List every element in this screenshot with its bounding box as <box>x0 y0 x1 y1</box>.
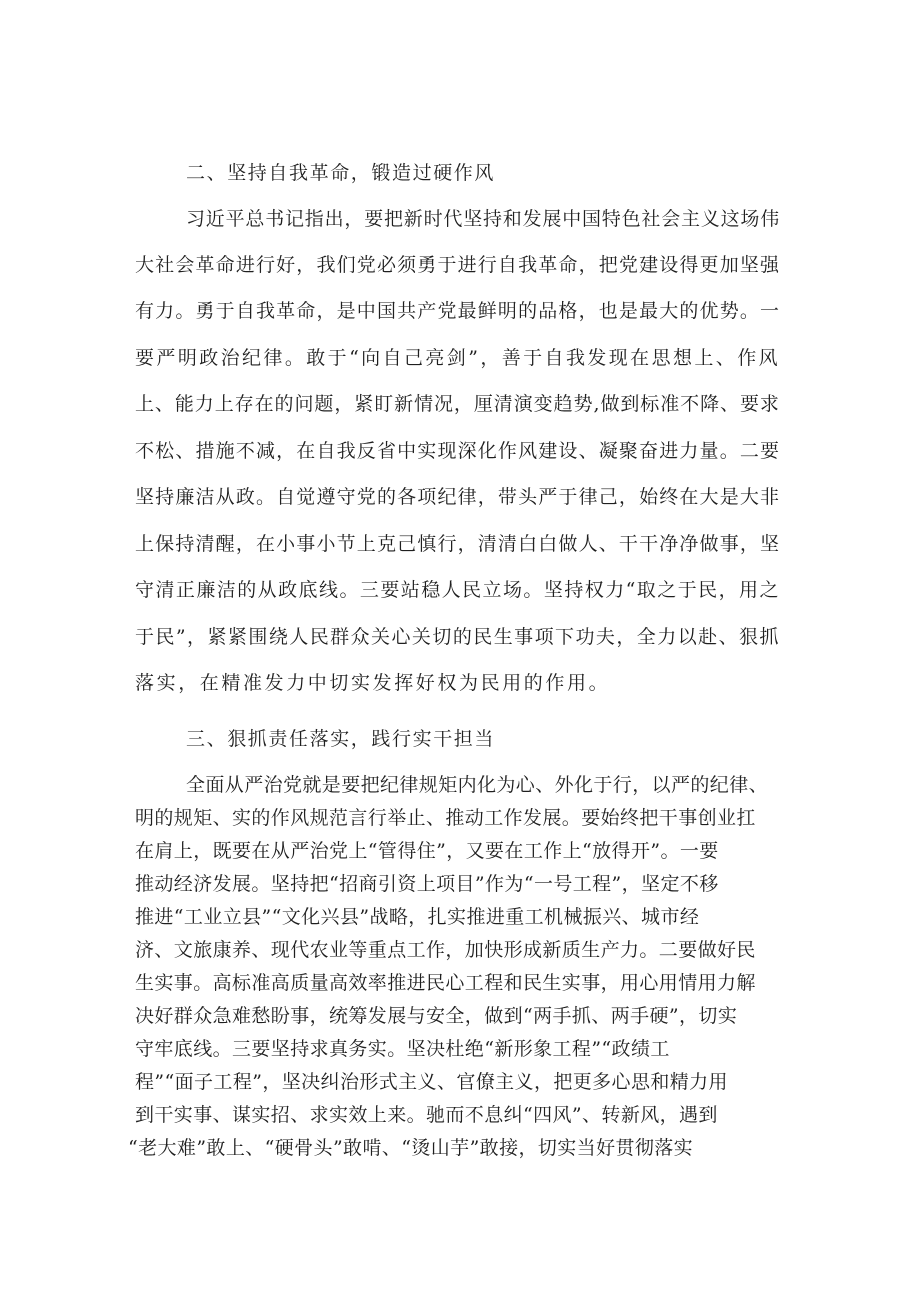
paragraph-line: 大社会革命进行好，我们党必须勇于进行自我革命，把党建设得更加坚强 <box>135 254 781 276</box>
paragraph-line: 不松、措施不减，在自我反省中实现深化作风建设、凝聚奋进力量。二要 <box>135 440 781 462</box>
paragraph-line: 决好群众急难愁盼事，统筹发展与安全，做到“两手抓、两手硬”，切实 <box>135 1005 738 1027</box>
paragraph-line: 推进“工业立县”“文化兴县”战略，扎实推进重工机械振兴、城市经 <box>135 906 700 928</box>
paragraph-line: 有力。勇于自我革命，是中国共产党最鲜明的品格，也是最大的优势。一 <box>135 300 781 322</box>
paragraph-line: 上、能力上存在的问题，紧盯新情况，厘清演变趋势,做到标准不降、要求 <box>135 393 780 415</box>
paragraph-line: 全面从严治党就是要把纪律规矩内化为心、外化于行，以严的纪律、 <box>186 774 769 796</box>
paragraph-line: 程”“面子工程”，坚决纠治形式主义、官僚主义，把更多心思和精力用 <box>135 1071 728 1093</box>
paragraph-line: 守清正廉洁的从政底线。三要站稳人民立场。坚持权力“取之于民，用之 <box>135 579 780 601</box>
paragraph-line: 习近平总书记指出，要把新时代坚持和发展中国特色社会主义这场伟 <box>186 208 781 230</box>
paragraph-line: 生实事。高标准高质量高效率推进民心工程和民生实事，用心用情用力解 <box>135 972 756 994</box>
paragraph-line: 推动经济发展。坚持把“招商引资上项目”作为“一号工程”，坚定不移 <box>135 873 719 895</box>
paragraph-line: 上保持清醒，在小事小节上克己慎行，清清白白做人、干干净净做事，坚 <box>135 533 781 555</box>
paragraph-line: 在肩上，既要在从严治党上“管得住”，又要在工作上“放得开”。一要 <box>135 840 719 862</box>
paragraph-line: 到干实事、谋实招、求实效上来。驰而不息纠“四风”、转新风，遇到 <box>135 1104 718 1126</box>
paragraph-line: 落实，在精准发力中切实发挥好权为民用的作用。 <box>135 672 611 694</box>
paragraph-line: 要严明政治纪律。敢于“向自己亮剑”，善于自我发现在思想上、作风 <box>135 347 781 369</box>
section-heading-3: 三、狠抓责任落实，践行实干担当 <box>186 728 496 750</box>
paragraph-line: 守牢底线。三要坚持求真务实。坚决杜绝“新形象工程”“政绩工 <box>135 1038 670 1060</box>
paragraph-line: “老大难”敢上、“硬骨头”敢啃、“烫山芋”敢接，切实当好贯彻落实 <box>128 1137 694 1159</box>
paragraph-line: 于民”，紧紧围绕人民群众关心关切的民生事项下功夫，全力以赴、狠抓 <box>135 626 780 648</box>
paragraph-line: 坚持廉洁从政。自觉遵守党的各项纪律，带头严于律己，始终在大是大非 <box>135 486 781 508</box>
section-heading-2: 二、坚持自我革命，锻造过硬作风 <box>186 162 496 184</box>
paragraph-line: 济、文旅康养、现代农业等重点工作，加快形成新质生产力。二要做好民 <box>135 939 756 961</box>
paragraph-line: 明的规矩、实的作风规范言行举止、推动工作发展。要始终把干事创业扛 <box>135 807 756 829</box>
